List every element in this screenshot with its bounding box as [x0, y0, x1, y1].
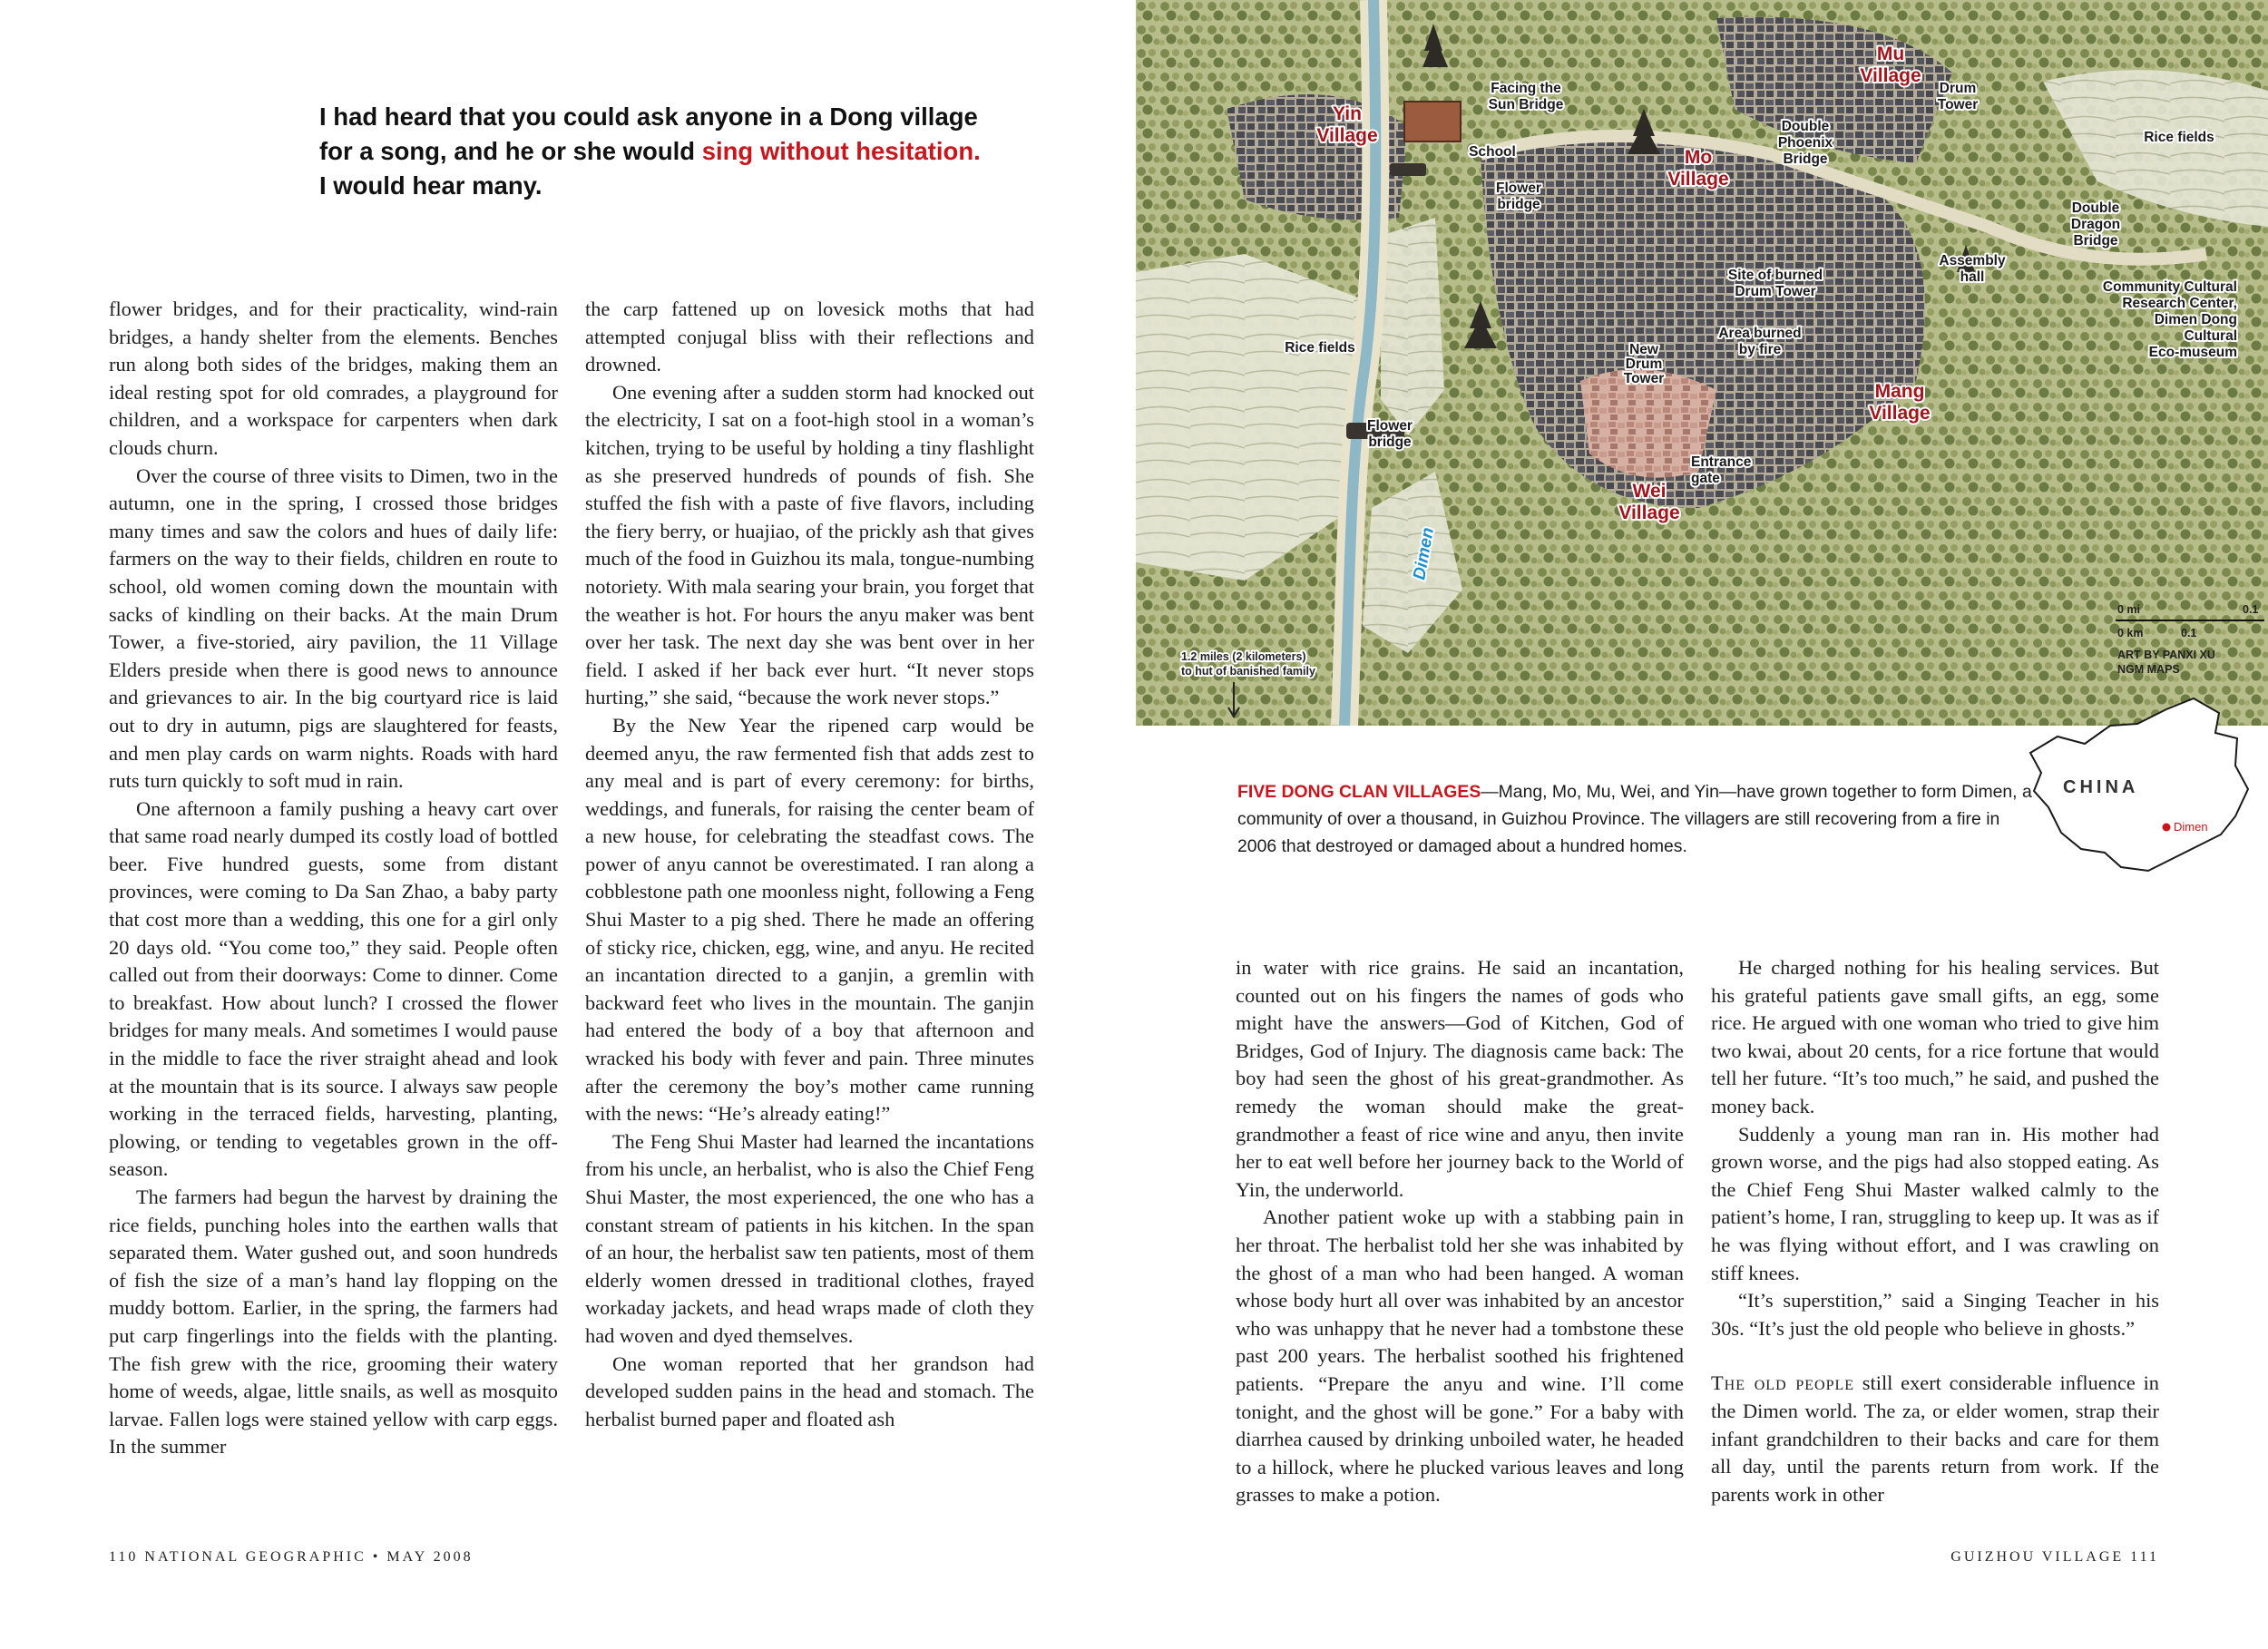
label-line: hall [1960, 269, 1985, 285]
text-column-3 [1236, 954, 1684, 1509]
label-line: Entrance [1691, 454, 1752, 470]
paragraph: One woman reported that her grandson had developed sudden pains in the head and stomach. The herbalist burned paper and floated ash [585, 1351, 1034, 1430]
label-line: Village [1667, 169, 1729, 190]
paragraph: Suddenly a young man ran in. His mother had grown worse, and the pigs had also stopped eating. As the Chief Feng Shui Master walked calmly to the patient’s home, I ran, struggling to keep up. It was as if he was flying without effort, and I was crawling on stiff knees. [1711, 1122, 2159, 1284]
label-line: Area burned [1718, 326, 1802, 341]
label-drum-tower [1938, 81, 1979, 112]
scale-km-value: 0.1 [2181, 627, 2197, 639]
paragraph: One afternoon a family pushing a heavy cart over that same road nearly dumped its costly load of bottled beer. Five hundred guests, some from distant provinces, were coming to Da San Zhao, a baby party that cost more than a wedding, this one for a girl only 20 days old. “You come too,” they said. People often called out from their doorways: Come to dinner. Come to breakfast. How about lunch? I crossed the flower bridges for many meals. And sometimes I would pause in the middle to face the river straight ahead and look at the mountain that is its source. I always saw people working in the terraced fields, harvesting, planting, plowing, or tending to vegetables grown in the off-season. [109, 796, 558, 1181]
label-line: Mang [1874, 381, 1925, 402]
label-line: Mu [1876, 44, 1905, 64]
village-map [1136, 0, 2268, 726]
map-caption [1237, 778, 2036, 860]
label-line: Phoenix [1777, 135, 1833, 151]
label-line: 1.2 miles (2 kilometers) [1181, 650, 1306, 663]
pull-quote [319, 100, 982, 203]
text-column-1 [109, 296, 558, 1461]
folio-right: GUIZHOU VILLAGE 111 [1950, 1549, 2159, 1565]
label-rice-fields-left: Rice fields [1285, 340, 1355, 356]
map-credit: NGM MAPS [2117, 663, 2180, 676]
locator-map-svg [2021, 689, 2268, 884]
paragraph: flower bridges, and for their practicality, wind-rain bridges, a handy shelter from the elements. Benches run along both sides of the bridges, making them an ideal resting spot for old comrades, a playground for children, and a workspace for carpenters when dark clouds churn. [109, 298, 558, 459]
label-dimen: Dimen [2174, 820, 2208, 834]
label-line: Bridge [2073, 233, 2118, 249]
label-line: Drum [1939, 81, 1977, 96]
scale-km-zero: 0 km [2117, 627, 2144, 639]
label-line: Assembly [1939, 253, 2006, 268]
label-rice-fields-right: Rice fields [2144, 130, 2214, 145]
section-text: still exert considerable influence in the Dimen world. The za, or elder women, strap their infant grandchildren to their backs and care for them all day, until the parents return from work. If the parents work in other [1711, 1371, 2159, 1506]
paragraph: Over the course of three visits to Dimen, two in the autumn, one in the spring, I crossed those bridges many times and saw the colors and hues of daily life: farmers on the way to their fields, children en route to school, old women coming down the mountain with sacks of kindling on their backs. At the main Drum Tower, a five-storied, airy pavilion, the 11 Village Elders preside when there is good news to announce and grievances to air. In the big courtyard rice is laid out to dry in autumn, pigs are slaughtered for feasts, and men play cards on warm nights. Roads with hard ruts turn quickly to soft mud in rain. [109, 463, 558, 793]
dimen-location-marker [2163, 824, 2171, 832]
label-line: bridge [1497, 197, 1540, 212]
label-line: Tower [1937, 97, 1979, 112]
paragraph: the carp fattened up on lovesick moths that had attempted conjugal bliss with their reflections and drowned. [585, 298, 1034, 376]
label-line: Dimen Dong [2154, 312, 2237, 327]
label-line: Village [1316, 125, 1378, 146]
label-line: Sun Bridge [1488, 97, 1564, 112]
label-double-dragon-bridge [2071, 200, 2120, 249]
label-line: Facing the [1491, 81, 1561, 96]
label-china: CHINA [2063, 777, 2139, 797]
label-line: Research Center, [2122, 296, 2237, 311]
paragraph: He charged nothing for his healing services. But his grateful patients gave small gifts, an egg, some rice. He argued with one woman who tried to give him two kwai, about 20 cents, for a rice fortune that would tell her future. “It’s too much,” he said, and pushed the money back. [1711, 956, 2159, 1117]
folio-left: 110 NATIONAL GEOGRAPHIC • MAY 2008 [109, 1549, 474, 1565]
label-line: Wei [1632, 481, 1667, 502]
label-dimen-river: Dimen [1410, 526, 1439, 581]
pull-quote-part2: I would hear many. [319, 171, 543, 200]
label-line: Flower [1367, 418, 1413, 434]
school-building [1404, 102, 1461, 141]
section-lead-in: The old people [1711, 1371, 1855, 1395]
label-line: Village [1869, 403, 1931, 424]
label-line: Tower [1623, 371, 1665, 386]
scale-mi-value: 0.1 [2243, 603, 2259, 616]
label-double-phoenix-bridge [1778, 119, 1833, 167]
label-line: Village [1618, 503, 1680, 523]
map-credit: ART BY PANXI XU [2117, 649, 2215, 661]
label-flower-bridge-upper [1496, 181, 1541, 212]
caption-text: —Mang, Mo, Mu, Wei, and Yin—have grown together to form Dimen, a community of over a thousand, in Guizhou Province. The villagers are still recovering from a fire in 2006 that destroyed or damaged about a hundred homes. [1237, 782, 2032, 856]
section-paragraph [1711, 1370, 2159, 1508]
paragraph: Another patient woke up with a stabbing pain in her throat. The herbalist told her she was inhabited by the ghost of a man who had been hanged. A woman whose body hurt all over was inhabited by an ancestor who was unhappy that he never had a tombstone these past 200 years. The herbalist soothed his frightened patients. “Prepare the anyu and wine. I’ll come tonight, and the ghost will be gone.” For a baby with diarrhea caused by drinking unboiled water, he headed to a hillock, where he plucked various leaves and long grasses to make a potion. [1236, 1205, 1684, 1507]
label-line: Cultural [2184, 328, 2237, 344]
text-column-2 [585, 296, 1034, 1433]
label-mang-village [1869, 381, 1930, 424]
label-school: School [1469, 144, 1516, 160]
china-locator-map [2021, 689, 2268, 884]
label-line: Mo [1684, 147, 1713, 168]
label-line: Eco-museum [2148, 345, 2237, 360]
label-line: Flower [1496, 181, 1541, 196]
label-line: Drum [1625, 356, 1663, 372]
map-illustration [1136, 0, 2268, 726]
label-flower-bridge-lower [1367, 418, 1413, 450]
paragraph: “It’s superstition,” said a Singing Teacher in his 30s. “It’s just the old people who believe in ghosts.” [1711, 1289, 2159, 1340]
paragraph: One evening after a sudden storm had knocked out the electricity, I sat on a foot-high stool in a woman’s kitchen, trying to be useful by holding a tiny flashlight as she preserved hundreds of pounds of fish. She stuffed the fish with a paste of five flavors, including the fiery berry, or huajiao, of the prickly ash that gives much of the food in Guizhou its mala, tongue-numbing notoriety. With mala searing your brain, you forget that the weather is hot. For hours the anyu maker was bent over her task. The next day she was bent over in her field. I asked if her back ever hurt. “It never stops hurting,” she said, “because the work never stops.” [585, 380, 1034, 709]
paragraph: in water with rice grains. He said an incantation, counted out on his fingers the names of gods who might have the answers—God of Kitchen, God of Bridges, God of Injury. The diagnosis came back: The boy had seen the ghost of his great-grandmother. As remedy the woman should make the great-grandmother a feast of rice wine and anyu, then invite her to eat well before her journey back to the World of Yin, the underworld. [1236, 956, 1684, 1201]
paragraph: The farmers had begun the harvest by draining the rice fields, punching holes into the earthen walls that separated them. Water gushed out, and soon hundreds of fish the size of a man’s hand lay flopping on the muddy bottom. Earlier, in the spring, the farmers had put carp fingerlings into the fields with the planting. The fish grew with the rice, grooming their watery home of weeds, algae, little snails, as well as mosquito larvae. Fallen logs were stained yellow with carp eggs. In the summer [109, 1186, 558, 1459]
label-line: Community Cultural [2102, 279, 2237, 295]
label-line: by fire [1738, 342, 1782, 357]
paragraph: By the New Year the ripened carp would be deemed anyu, the raw fermented fish that adds zest to any meal and is part of every ceremony: for births, weddings, and funerals, for raising the center beam of a new house, for celebrating the steadfast cows. The power of anyu cannot be overestimated. I ran along a cobblestone path one moonless night, following a Feng Shui Master to a pig shed. There he made an offering of sticky rice, chicken, egg, wine, and anyu. He recited an incantation directed to a ganjin, a gremlin with backward feet who lives in the mountain. The ganjin had entered the body of a boy that afternoon and wracked his body with fever and pain. Three minutes after the ceremony the boy’s mother came running with the news: “He’s already eating!” [585, 713, 1035, 1126]
label-line: Yin [1333, 103, 1362, 124]
label-site-burned-drum-tower [1728, 268, 1823, 299]
label-line: Double [1781, 119, 1830, 134]
label-line: Site of burned [1727, 268, 1823, 283]
paragraph: The Feng Shui Master had learned the incantations from his uncle, an herbalist, who is also the Chief Feng Shui Master, the most experienced, the one who has a constant stream of patients in his kitchen. In the span of an hour, the herbalist saw ten patients, most of them elderly women dressed in traditional clothes, frayed workaday jackets, and head wraps made of cloth they had woven and dyed themselves. [585, 1129, 1034, 1347]
label-line: gate [1691, 471, 1720, 486]
scale-mi-zero: 0 mi [2117, 603, 2141, 616]
flower-bridge-upper [1390, 163, 1426, 176]
label-line: Village [1860, 65, 1921, 86]
pull-quote-highlight: sing without hesitation. [701, 137, 981, 165]
label-line: New [1629, 342, 1658, 357]
caption-lead: FIVE DONG CLAN VILLAGES [1237, 782, 1481, 802]
pull-quote-part1: I had heard that you could ask anyone in a Dong village for a song, and he or she would [319, 102, 978, 165]
label-line: to hut of banished family [1181, 665, 1315, 678]
label-new-drum-tower [1624, 342, 1665, 386]
label-line: Dragon [2070, 217, 2121, 232]
label-line: Double [2071, 200, 2120, 216]
text-column-4 [1711, 954, 2159, 1508]
label-facing-sun-bridge [1489, 81, 1564, 112]
label-line: bridge [1368, 434, 1412, 450]
label-line: Drum Tower [1735, 284, 1816, 299]
label-line: Bridge [1783, 151, 1828, 167]
